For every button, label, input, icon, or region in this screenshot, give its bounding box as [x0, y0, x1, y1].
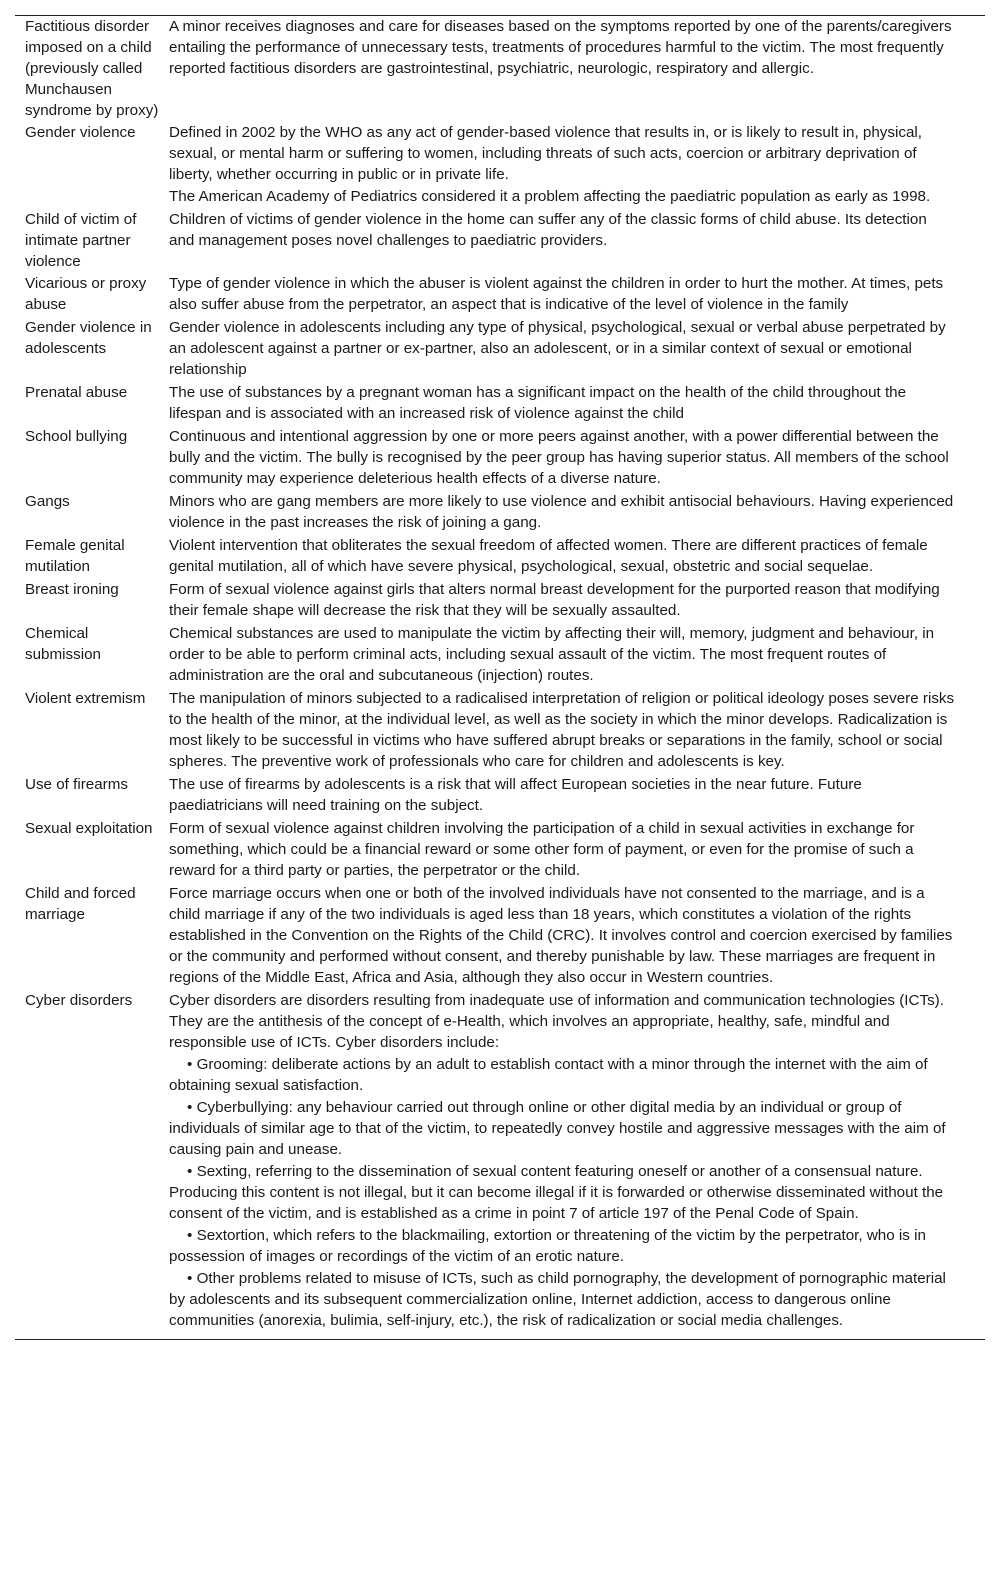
- description-paragraph: Force marriage occurs when one or both of the involved individuals have not consented to the marriage, and is a child marriage if any of the two individuals is aged less than 18 years, which constitutes a violation of the rights established in the Convention on the Rights of the Child (CRC). It involves control and coercion exercised by families or the community and performed without consent, and thereby punishable by law. These marriages are frequent in regions of the Middle East, Africa and Asia, although they also occur in Western countries.: [169, 885, 953, 986]
- description-cell: [169, 382, 985, 426]
- term-cell: Vicarious or proxy abuse: [25, 275, 147, 313]
- term-cell: Child and forced marriage: [25, 885, 136, 923]
- term-cell: Violent extremism: [25, 690, 146, 707]
- table-row: [15, 209, 985, 273]
- table-row: [15, 774, 985, 818]
- table-row: [15, 990, 985, 1333]
- bullet-icon: •: [187, 1270, 193, 1287]
- term-cell: Breast ironing: [25, 581, 119, 598]
- definitions-table-container: [15, 15, 985, 1340]
- description-cell: [169, 883, 985, 990]
- term-cell: Cyber disorders: [25, 992, 133, 1009]
- description-paragraph: The manipulation of minors subjected to a radicalised interpretation of religion or political ideology poses severe risks to the health of the minor, at the individual level, as well as the society in which the minor develops. Radicalization is most likely to be successful in victims who have suffered abrupt breaks or separations in the family, school or social spheres. The preventive work of professionals who care for children and adolescents is key.: [169, 690, 955, 770]
- term-cell: Gangs: [25, 493, 70, 510]
- term-cell: Sexual exploitation: [25, 820, 153, 837]
- description-cell: [169, 317, 985, 382]
- description-cell: [169, 209, 985, 273]
- bullet-item: [169, 1097, 955, 1160]
- term-cell: Use of firearms: [25, 776, 128, 793]
- description-cell: [169, 579, 985, 623]
- table-row: [15, 883, 985, 990]
- bullet-text: Sexting, referring to the dissemination of sexual content featuring oneself or another of a consensual nature. Producing this content is not illegal, but it can become illegal if it is forwarded or otherwise disseminated without the consent of the victim, and is established as a crime in point 7 of article 197 of the Penal Code of Spain.: [169, 1163, 944, 1222]
- description-paragraph: Form of sexual violence against girls that alters normal breast development for the purported reason that modifying their female shape will decrease the risk that they will be sexually assaulted.: [169, 581, 940, 619]
- description-cell: [169, 774, 985, 818]
- term-cell: Chemical submission: [25, 625, 101, 663]
- table-row: [15, 317, 985, 382]
- description-paragraph: The use of firearms by adolescents is a risk that will affect European societies in the near future. Future paediatricians will need training on the subject.: [169, 776, 862, 814]
- description-paragraph: Cyber disorders are disorders resulting from inadequate use of information and communication technologies (ICTs). They are the antithesis of the concept of e-Health, which involves an appropriate, healthy, safe, mindful and responsible use of ICTs. Cyber disorders include:: [169, 992, 944, 1051]
- term-cell: Gender violence: [25, 124, 136, 141]
- description-cell: [169, 818, 985, 883]
- bullet-text: Cyberbullying: any behaviour carried out through online or other digital media by an individual or group of individuals of similar age to that of the victim, to repeatedly convey hostile and aggressive messages with the aim of causing pain and unease.: [169, 1099, 946, 1158]
- description-paragraph: The American Academy of Pediatrics considered it a problem affecting the paediatric population as early as 1998.: [169, 188, 931, 205]
- table-row: [15, 818, 985, 883]
- description-paragraph: Children of victims of gender violence in the home can suffer any of the classic forms of child abuse. Its detection and management poses novel challenges to paediatric providers.: [169, 211, 927, 249]
- table-row: [15, 491, 985, 535]
- table-row: [15, 273, 985, 317]
- table-body: [15, 16, 985, 1333]
- description-cell: [169, 273, 985, 317]
- bullet-item: [169, 1161, 955, 1224]
- description-paragraph: Chemical substances are used to manipulate the victim by affecting their will, memory, judgment and behaviour, in order to be able to perform criminal acts, including sexual assault of the victim. The most frequent routes of administration are the oral and subcutaneous (injection) routes.: [169, 625, 935, 684]
- table-row: [15, 122, 985, 209]
- bullet-text: Other problems related to misuse of ICTs, such as child pornography, the development of pornographic material by adolescents and its subsequent commercialization online, Internet addiction, access to dangerous online communities (anorexia, bulimia, self-injury, etc.), the risk of radicalization or social media challenges.: [169, 1270, 946, 1329]
- bullet-item: [169, 1225, 955, 1267]
- table-row: [15, 688, 985, 774]
- description-paragraph: Violent intervention that obliterates the sexual freedom of affected women. There are different practices of female genital mutilation, all of which have severe physical, psychological, sexual, obstetric and social sequelae.: [169, 537, 928, 575]
- bullet-item: [169, 1268, 955, 1331]
- description-paragraph: Defined in 2002 by the WHO as any act of gender-based violence that results in, or is likely to result in, physical, sexual, or mental harm or suffering to women, including threats of such acts, coercion or arbitrary deprivation of liberty, whether occurring in public or in private life.: [169, 124, 923, 183]
- table-row: [15, 16, 985, 122]
- description-cell: [169, 623, 985, 688]
- term-cell: Gender violence in adolescents: [25, 319, 152, 357]
- description-cell: [169, 16, 985, 122]
- description-paragraph: Continuous and intentional aggression by one or more peers against another, with a power differential between the bully and the victim. The bully is recognised by the peer group has having superior status. All members of the school community may experience deleterious health effects of a diverse nature.: [169, 428, 949, 487]
- bullet-icon: •: [187, 1099, 193, 1116]
- definitions-table: [15, 16, 985, 1333]
- bullet-text: Sextortion, which refers to the blackmailing, extortion or threatening of the victim by the perpetrator, who is in possession of images or recordings of the victim of an erotic nature.: [169, 1227, 926, 1265]
- table-row: [15, 426, 985, 491]
- term-cell: School bullying: [25, 428, 128, 445]
- description-cell: [169, 990, 985, 1333]
- description-paragraph: A minor receives diagnoses and care for diseases based on the symptoms reported by one of the parents/caregivers entailing the performance of unnecessary tests, treatments of procedures harmful to the victim. The most frequently reported factitious disorders are gastrointestinal, psychiatric, neurologic, respiratory and allergic.: [169, 18, 952, 77]
- table-bottom-rule: [15, 1339, 985, 1340]
- description-paragraph: Minors who are gang members are more likely to use violence and exhibit antisocial behaviours. Having experienced violence in the past increases the risk of joining a gang.: [169, 493, 954, 531]
- bullet-item: [169, 1054, 955, 1096]
- description-paragraph: Gender violence in adolescents including any type of physical, psychological, sexual or verbal abuse perpetrated by an adolescent against a partner or ex-partner, also an adolescent, or in a similar context of sexual or emotional relationship: [169, 319, 946, 378]
- description-cell: [169, 122, 985, 209]
- term-cell: Female genital mutilation: [25, 537, 125, 575]
- description-paragraph: Form of sexual violence against children involving the participation of a child in sexual activities in exchange for something, which could be a financial reward or some other form of payment, or even for the promise of such a reward for a third party or parties, the perpetrator or the child.: [169, 820, 915, 879]
- term-cell: Prenatal abuse: [25, 384, 128, 401]
- description-cell: [169, 535, 985, 579]
- bullet-icon: •: [187, 1227, 193, 1244]
- bullet-icon: •: [187, 1163, 193, 1180]
- bullet-icon: •: [187, 1056, 193, 1073]
- term-cell: Factitious disorder imposed on a child (previously called Munchausen syndrome by proxy): [25, 18, 159, 119]
- bullet-text: Grooming: deliberate actions by an adult to establish contact with a minor through the internet with the aim of obtaining sexual satisfaction.: [169, 1056, 928, 1094]
- description-cell: [169, 688, 985, 774]
- description-cell: [169, 426, 985, 491]
- table-row: [15, 535, 985, 579]
- table-row: [15, 623, 985, 688]
- description-cell: [169, 491, 985, 535]
- table-row: [15, 579, 985, 623]
- description-paragraph: The use of substances by a pregnant woman has a significant impact on the health of the child throughout the lifespan and is associated with an increased risk of violence against the child: [169, 384, 907, 422]
- table-row: [15, 382, 985, 426]
- term-cell: Child of victim of intimate partner violence: [25, 211, 137, 270]
- description-paragraph: Type of gender violence in which the abuser is violent against the children in order to hurt the mother. At times, pets also suffer abuse from the perpetrator, an aspect that is indicative of the level of violence in the family: [169, 275, 944, 313]
